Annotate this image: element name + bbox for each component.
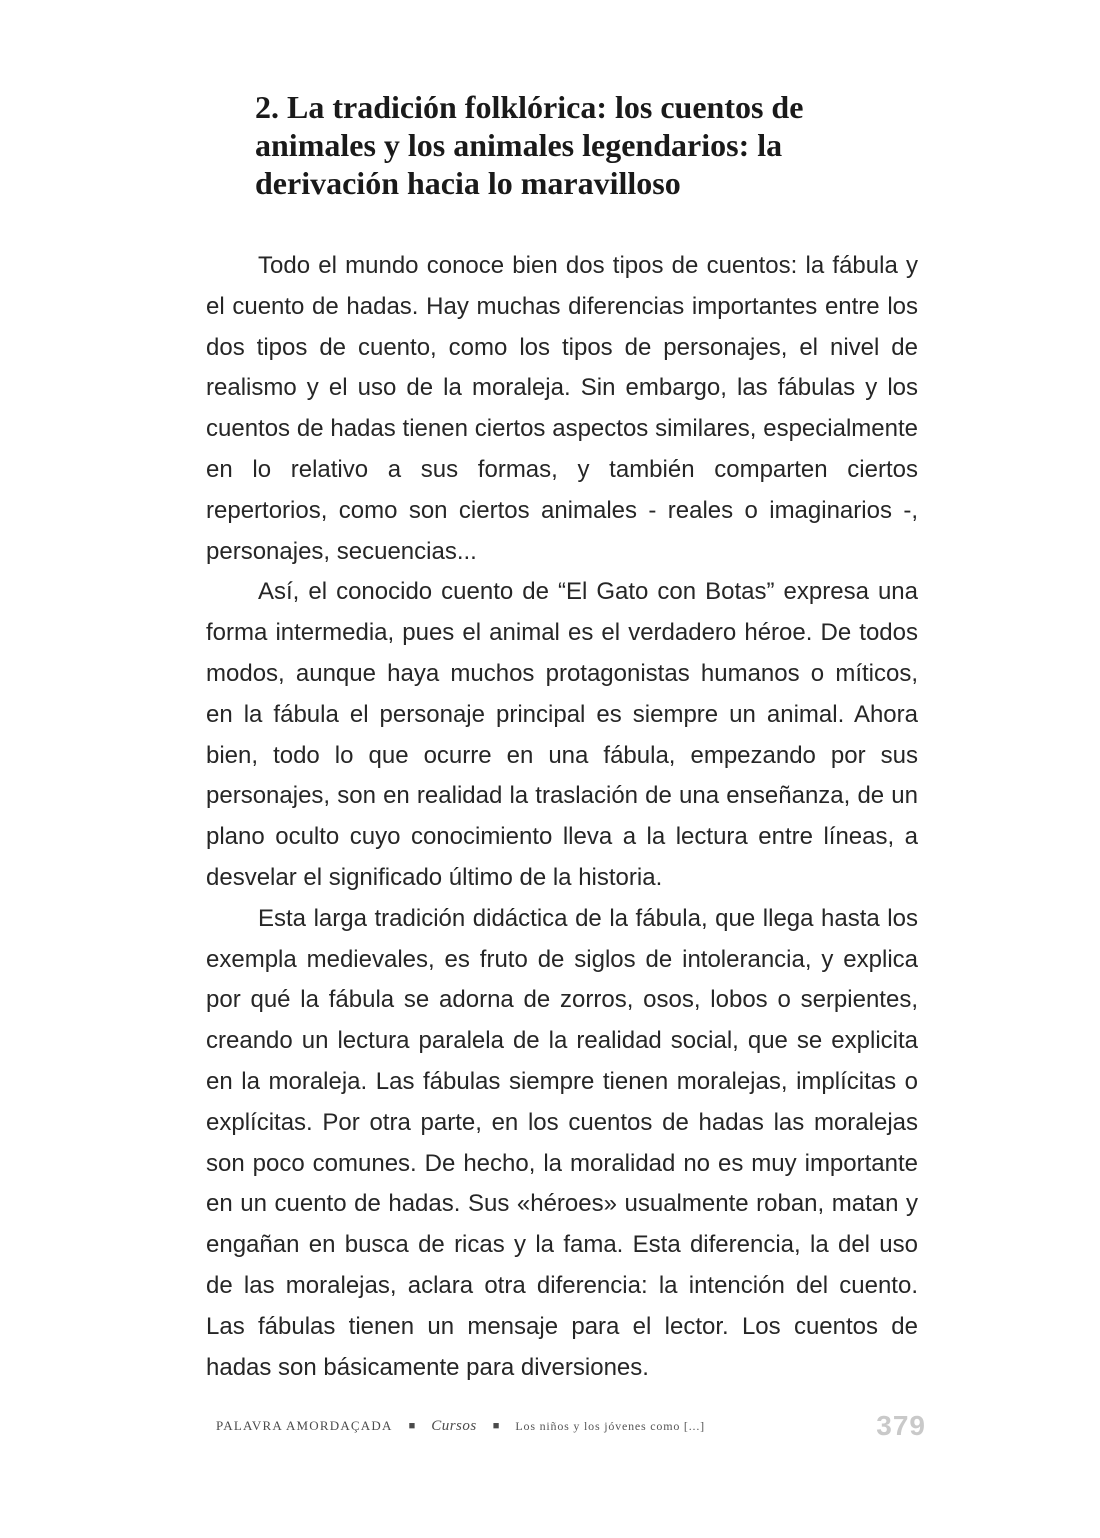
footer-section-name: Cursos	[431, 1417, 477, 1434]
footer-separator: ■	[408, 1420, 416, 1432]
footer-journal-title: PALAVRA AMORDAÇADA	[216, 1418, 393, 1433]
paragraph: Así, el conocido cuento de “El Gato con Botas” expresa una forma intermedia, pues el animal es el verdadero héroe. De todos modos, aunque haya muchos protagonistas humanos o míticos, en la fábula el personaje principal es siempre un animal. Ahora bien, todo lo que ocurre en una fábula, empezando por sus personajes, son en realidad la traslación de una enseñanza, de un plano oculto cuyo conocimiento lleva a la lectura entre líneas, a desvelar el significado último de la historia.	[206, 578, 918, 891]
paragraph: Esta larga tradición didáctica de la fábula, que llega hasta los exempla medievales, es fruto de siglos de intolerancia, y explica por qué la fábula se adorna de zorros, osos, lobos o serpientes, creando un lectura paralela de la realidad social, que se explicita en la moraleja. Las fábulas siempre tienen moralejas, implícitas o explícitas. Por otra parte, en los cuentos de hadas las moralejas son poco comunes. De hecho, la moralidad no es muy importante en un cuento de hadas. Sus «héroes» usualmente roban, matan y engañan en busca de ricas y la fama. Esta diferencia, la del uso de las moralejas, aclara otra diferencia: la intención del cuento. Las fábulas tienen un mensaje para el lector. Los cuentos de hadas son básicamente para diversiones.	[206, 904, 918, 1381]
footer-separator: ■	[492, 1420, 500, 1432]
section-heading: 2. La tradición folklórica: los cuentos de animales y los animales legendarios: la derivación hacia lo maravilloso	[255, 89, 804, 201]
page-number: 379	[876, 1410, 926, 1441]
footer-article-title: Los niños y los jóvenes como [...]	[515, 1418, 705, 1433]
page-footer	[216, 1408, 926, 1444]
body-text	[206, 246, 918, 1388]
paragraph: Todo el mundo conoce bien dos tipos de cuentos: la fábula y el cuento de hadas. Hay muchas diferencias importantes entre los dos tipos de cuento, como los tipos de personajes, el nivel de realismo y el uso de la moraleja. Sin embargo, las fábulas y los cuentos de hadas tienen ciertos aspectos similares, especialmente en lo relativo a sus formas, y también comparten ciertos repertorios, como son ciertos animales - reales o imaginarios -, personajes, secuencias...	[206, 252, 918, 565]
